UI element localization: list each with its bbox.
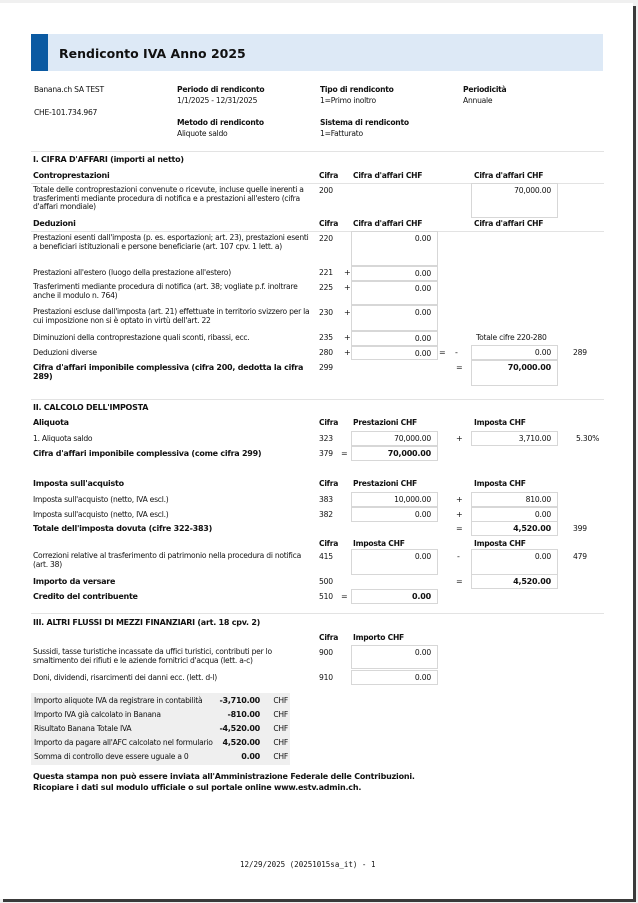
row-382-label: Imposta sull'acquisto (netto, IVA escl.) xyxy=(33,510,169,519)
row-289-code: 289 xyxy=(573,348,587,357)
summary-row xyxy=(34,696,288,709)
row-900-code: 900 xyxy=(319,648,333,657)
row-221-value: 0.00 xyxy=(351,266,438,281)
system-label: Sistema di rendiconto xyxy=(320,118,409,127)
row-382-tax: 0.00 xyxy=(471,507,558,522)
notice-line-2: Ricopiare i dati sul modulo ufficiale o sul portale online www.estv.admin.ch. xyxy=(33,783,362,792)
row-235-value: 0.00 xyxy=(351,331,438,346)
col-cifra: Cifra xyxy=(319,171,339,180)
row-383-code: 383 xyxy=(319,495,333,504)
period-value: 1/1/2025 - 12/31/2025 xyxy=(177,96,258,105)
row-299-label: Cifra d'affari imponibile complessiva (cifra 200, dedotta la cifra 289) xyxy=(33,363,304,381)
row-379-label: Cifra d'affari imponibile complessiva (come cifra 299) xyxy=(33,449,262,458)
periodicity-value: Annuale xyxy=(463,96,493,105)
col-turnover-total: Cifra d'affari CHF xyxy=(474,171,544,180)
row-399-eq: = xyxy=(456,524,463,533)
row-280-label: Deduzioni diverse xyxy=(33,348,97,357)
summary-value: 4,520.00 xyxy=(222,738,260,747)
row-220-label: Prestazioni esenti dall'imposta (p. es. esportazioni; art. 23), prestazioni esenti a beneficiari istituzionali e persone beneficiarie (art. 107 cpv. 1 lett. a) xyxy=(33,233,309,251)
summary-label: Importo IVA già calcolato in Banana xyxy=(34,710,161,719)
page-footer: 12/29/2025 (20251015sa_it) - 1 xyxy=(240,860,376,869)
row-280-minus: - xyxy=(455,348,458,357)
divider xyxy=(31,399,604,400)
row-383-value: 10,000.00 xyxy=(351,492,438,507)
row-900-label: Sussidi, tasse turistiche incassate da uffici turistici, contributi per lo smaltimento dei rifiuti e le aziende fornitrici d'acqua (lett. a-c) xyxy=(33,647,272,665)
col-cifra: Cifra xyxy=(319,479,339,488)
row-230-label: Prestazioni escluse dall'imposta (art. 21) effettuate in territorio svizzero per la cui imposizione non si è optato in virtù dell'art. 22 xyxy=(33,307,310,325)
row-910-code: 910 xyxy=(319,673,333,682)
section3-title: III. ALTRI FLUSSI DI MEZZI FINANZIARI (art. 18 cpv. 2) xyxy=(33,618,261,627)
row-510-label: Credito del contribuente xyxy=(33,592,138,601)
row-280-code: 280 xyxy=(319,348,333,357)
row-399-value: 4,520.00 xyxy=(471,521,558,536)
section1-title: I. CIFRA D'AFFARI (importi al netto) xyxy=(33,155,184,164)
row-379-code: 379 xyxy=(319,449,333,458)
acquisto-heading: Imposta sull'acquisto xyxy=(33,479,124,488)
col-importo: Importo CHF xyxy=(353,633,404,642)
col-cifra: Cifra xyxy=(319,418,339,427)
company-name: Banana.ch SA TEST xyxy=(34,85,104,94)
row-510-eq: = xyxy=(341,592,348,601)
col-prestazioni: Prestazioni CHF xyxy=(353,418,417,427)
row-225-code: 225 xyxy=(319,283,333,292)
row-479-code: 479 xyxy=(573,552,587,561)
row-323-label: 1. Aliquota saldo xyxy=(33,434,93,443)
row-383-op: + xyxy=(456,495,463,504)
summary-value: -4,520.00 xyxy=(219,724,260,733)
vat-number: CHE-101.734.967 xyxy=(34,108,98,117)
notice-line-1: Questa stampa non può essere inviata all'Amministrazione Federale delle Contribuzioni. xyxy=(33,772,415,781)
col-turnover-total: Cifra d'affari CHF xyxy=(474,219,544,228)
total-220-280-label: Totale cifre 220-280 xyxy=(476,333,547,342)
summary-label: Somma di controllo deve essere uguale a 0 xyxy=(34,752,189,761)
divider xyxy=(31,231,604,232)
row-382-code: 382 xyxy=(319,510,333,519)
summary-row xyxy=(34,752,288,765)
row-221-op: + xyxy=(344,268,351,277)
col-turnover: Cifra d'affari CHF xyxy=(353,171,423,180)
col-cifra: Cifra xyxy=(319,633,339,642)
row-225-op: + xyxy=(344,283,351,292)
summary-box xyxy=(31,693,290,765)
row-379-value: 70,000.00 xyxy=(351,446,438,461)
method-label: Metodo di rendiconto xyxy=(177,118,264,127)
row-221-label: Prestazioni all'estero (luogo della prestazione all'estero) xyxy=(33,268,231,277)
row-323-tax: 3,710.00 xyxy=(471,431,558,446)
row-200-code: 200 xyxy=(319,186,333,195)
row-399-label: Totale dell'imposta dovuta (cifre 322-383) xyxy=(33,524,213,533)
row-910-value: 0.00 xyxy=(351,670,438,685)
summary-currency: CHF xyxy=(273,710,288,719)
summary-row xyxy=(34,738,288,751)
col-imposta: Imposta CHF xyxy=(474,418,526,427)
title-accent-bar xyxy=(31,34,48,71)
summary-value: -3,710.00 xyxy=(219,696,260,705)
row-200-value: 70,000.00 xyxy=(471,183,558,218)
summary-row xyxy=(34,710,288,723)
row-415-code: 415 xyxy=(319,552,333,561)
summary-currency: CHF xyxy=(273,752,288,761)
method-value: Aliquote saldo xyxy=(177,129,228,138)
deduzioni-heading: Deduzioni xyxy=(33,219,76,228)
summary-label: Risultato Banana Totale IVA xyxy=(34,724,132,733)
summary-label: Importo da pagare all'AFC calcolato nel formulario xyxy=(34,738,213,747)
summary-currency: CHF xyxy=(273,696,288,705)
col-turnover: Cifra d'affari CHF xyxy=(353,219,423,228)
type-value: 1=Primo inoltro xyxy=(320,96,376,105)
summary-row xyxy=(34,724,288,737)
row-415-value: 0.00 xyxy=(351,549,438,575)
summary-label: Importo aliquote IVA da registrare in contabilità xyxy=(34,696,203,705)
section2-title: II. CALCOLO DELL'IMPOSTA xyxy=(33,403,149,412)
col-imposta: Imposta CHF xyxy=(474,479,526,488)
row-225-label: Trasferimenti mediante procedura di notifica (art. 38; vogliate p.f. inoltrare anche il modulo n. 764) xyxy=(33,282,298,300)
row-900-value: 0.00 xyxy=(351,645,438,669)
row-235-code: 235 xyxy=(319,333,333,342)
col-prestazioni: Prestazioni CHF xyxy=(353,479,417,488)
row-323-value: 70,000.00 xyxy=(351,431,438,446)
col-imposta-b: Imposta CHF xyxy=(474,539,526,548)
summary-currency: CHF xyxy=(273,738,288,747)
row-200-label: Totale delle controprestazioni convenute o ricevute, incluse quelle inerenti a trasferimenti mediante procedura di notifica e a prestazioni all'estero (cifra d'affari mondiale) xyxy=(33,185,304,211)
col-cifra: Cifra xyxy=(319,219,339,228)
row-323-rate: 5.30% xyxy=(576,434,600,443)
row-221-code: 221 xyxy=(319,268,333,277)
row-235-op: + xyxy=(344,333,351,342)
row-230-value: 0.00 xyxy=(351,305,438,331)
row-500-eq: = xyxy=(456,577,463,586)
row-225-value: 0.00 xyxy=(351,281,438,305)
row-299-eq: = xyxy=(456,363,463,372)
period-label: Periodo di rendiconto xyxy=(177,85,265,94)
row-383-tax: 810.00 xyxy=(471,492,558,507)
row-280-eq: = xyxy=(439,348,446,357)
page-title: Rendiconto IVA Anno 2025 xyxy=(59,46,246,61)
report-page xyxy=(0,3,633,899)
notice xyxy=(33,771,415,793)
row-235-label: Diminuzioni della controprestazione quali sconti, ribassi, ecc. xyxy=(33,333,250,342)
divider xyxy=(31,151,604,152)
aliquota-heading: Aliquota xyxy=(33,418,69,427)
row-230-code: 230 xyxy=(319,308,333,317)
row-510-value: 0.00 xyxy=(351,589,438,604)
summary-currency: CHF xyxy=(273,724,288,733)
row-323-op: + xyxy=(456,434,463,443)
row-415-label: Correzioni relative al trasferimento di patrimonio nella procedura di notifica (art. 38) xyxy=(33,551,301,569)
row-323-code: 323 xyxy=(319,434,333,443)
row-510-code: 510 xyxy=(319,592,333,601)
row-230-op: + xyxy=(344,308,351,317)
divider xyxy=(31,613,604,614)
row-280-op: + xyxy=(344,348,351,357)
col-imposta-a: Imposta CHF xyxy=(353,539,405,548)
title-bar xyxy=(31,34,603,71)
system-value: 1=Fatturato xyxy=(320,129,363,138)
row-383-label: Imposta sull'acquisto (netto, IVA escl.) xyxy=(33,495,169,504)
row-399-code: 399 xyxy=(573,524,587,533)
row-500-value: 4,520.00 xyxy=(471,574,558,589)
type-label: Tipo di rendiconto xyxy=(320,85,394,94)
row-379-eq: = xyxy=(341,449,348,458)
summary-value: 0.00 xyxy=(241,752,260,761)
row-415-minus: - xyxy=(457,552,460,561)
row-220-code: 220 xyxy=(319,234,333,243)
row-910-label: Doni, dividendi, risarcimenti dei danni ecc. (lett. d-l) xyxy=(33,673,217,682)
col-cifra: Cifra xyxy=(319,539,339,548)
row-220-value: 0.00 xyxy=(351,231,438,266)
row-479-total: 0.00 xyxy=(471,549,558,575)
contro-heading: Controprestazioni xyxy=(33,171,110,180)
row-382-op: + xyxy=(456,510,463,519)
summary-value: -810.00 xyxy=(227,710,260,719)
row-289-total: 0.00 xyxy=(471,345,558,360)
row-299-code: 299 xyxy=(319,363,333,372)
periodicity-label: Periodicità xyxy=(463,85,507,94)
row-299-value: 70,000.00 xyxy=(471,360,558,386)
row-280-value: 0.00 xyxy=(351,346,438,360)
row-500-code: 500 xyxy=(319,577,333,586)
row-382-value: 0.00 xyxy=(351,507,438,522)
row-500-label: Importo da versare xyxy=(33,577,116,586)
